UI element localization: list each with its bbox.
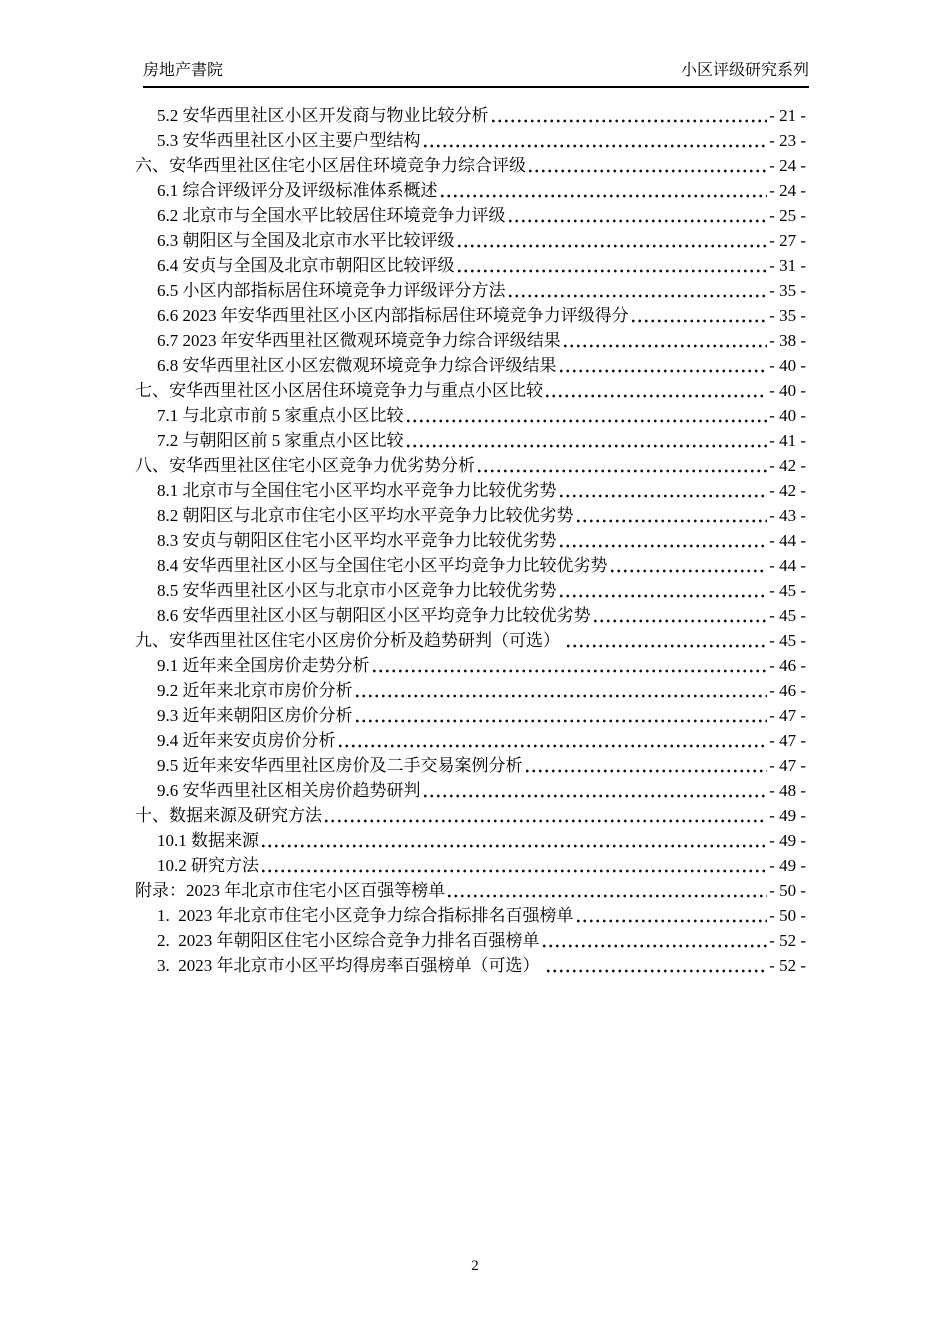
toc-entry <box>135 478 806 503</box>
toc-page-number: - 42 - <box>769 481 806 500</box>
page-header <box>143 60 809 88</box>
toc-entry-label: 9.1 近年来全国房价走势分析 <box>157 656 370 675</box>
toc-page-number: - 35 - <box>769 281 806 300</box>
toc-entry-label: 六、安华西里社区住宅小区居住环境竞争力综合评级 <box>135 156 526 175</box>
toc-dot-leader <box>524 753 768 778</box>
toc-page-number: - 44 - <box>769 531 806 550</box>
toc-entry <box>135 653 806 678</box>
toc-page-number: - 50 - <box>769 906 806 925</box>
toc-dot-leader <box>354 678 768 703</box>
toc-dot-leader <box>260 828 767 853</box>
toc-page-number: - 45 - <box>769 606 806 625</box>
toc-entry <box>135 903 806 928</box>
toc-entry-label: 1. 2023 年北京市住宅小区竞争力综合指标排名百强榜单 <box>157 906 574 925</box>
toc-dot-leader <box>446 878 767 903</box>
toc-entry <box>135 603 806 628</box>
toc-dot-leader <box>507 203 768 228</box>
toc-entry-label: 5.3 安华西里社区小区主要户型结构 <box>157 131 421 150</box>
toc-page-number: - 42 - <box>769 456 806 475</box>
toc-entry <box>135 503 806 528</box>
toc-page-number: - 41 - <box>769 431 806 450</box>
toc-entry <box>135 853 806 878</box>
toc-page-number: - 27 - <box>769 231 806 250</box>
toc-page-number: - 44 - <box>769 556 806 575</box>
toc-page-number: - 49 - <box>769 806 806 825</box>
toc-entry <box>135 553 806 578</box>
toc-page-number: - 45 - <box>769 581 806 600</box>
toc-entry-label: 8.3 安贞与朝阳区住宅小区平均水平竞争力比较优劣势 <box>157 531 557 550</box>
toc-dot-leader <box>260 853 767 878</box>
toc-entry <box>135 303 806 328</box>
toc-entry-label: 七、安华西里社区小区居住环境竞争力与重点小区比较 <box>135 381 543 400</box>
toc-dot-leader <box>592 603 768 628</box>
toc-dot-leader <box>507 278 768 303</box>
toc-entry <box>135 953 806 978</box>
toc-entry-label: 9.3 近年来朝阳区房价分析 <box>157 706 353 725</box>
toc-page-number: - 24 - <box>769 181 806 200</box>
toc-entry <box>135 253 806 278</box>
toc-entry-label: 6.2 北京市与全国水平比较居住环境竞争力评级 <box>157 206 506 225</box>
toc-dot-leader <box>558 528 768 553</box>
toc-dot-leader <box>456 228 768 253</box>
toc-entry <box>135 403 806 428</box>
toc-entry <box>135 578 806 603</box>
toc-entry <box>135 528 806 553</box>
toc-entry-label: 6.8 安华西里社区小区宏微观环境竞争力综合评级结果 <box>157 356 557 375</box>
toc-entry <box>135 803 806 828</box>
toc-entry-label: 8.4 安华西里社区小区与全国住宅小区平均竞争力比较优劣势 <box>157 556 608 575</box>
toc-entry-label: 十、数据来源及研究方法 <box>135 806 322 825</box>
toc-page-number: - 48 - <box>769 781 806 800</box>
toc-entry <box>135 353 806 378</box>
toc-dot-leader <box>405 403 768 428</box>
toc-entry-label: 6.5 小区内部指标居住环境竞争力评级评分方法 <box>157 281 506 300</box>
toc-dot-leader <box>354 703 768 728</box>
header-right-text: 小区评级研究系列 <box>680 62 809 79</box>
toc-entry <box>135 328 806 353</box>
toc-entry <box>135 228 806 253</box>
toc-entry <box>135 878 806 903</box>
toc-page-number: - 31 - <box>769 256 806 275</box>
toc-page-number: - 46 - <box>769 681 806 700</box>
toc-entry-label: 8.1 北京市与全国住宅小区平均水平竞争力比较优劣势 <box>157 481 557 500</box>
toc-entry <box>135 128 806 153</box>
toc-entry-label: 6.6 2023 年安华西里社区小区内部指标居住环境竞争力评级得分 <box>157 306 629 325</box>
toc-dot-leader <box>558 353 768 378</box>
toc-entry-label: 7.1 与北京市前 5 家重点小区比较 <box>157 406 404 425</box>
toc-entry <box>135 453 806 478</box>
header-left-text: 房地产書院 <box>143 62 224 79</box>
toc-dot-leader <box>422 128 768 153</box>
toc-page-number: - 49 - <box>769 856 806 875</box>
toc-dot-leader <box>422 778 768 803</box>
toc-entry <box>135 178 806 203</box>
toc-entry <box>135 703 806 728</box>
toc-entry <box>135 278 806 303</box>
toc-page-number: - 43 - <box>769 506 806 525</box>
toc-dot-leader <box>371 653 768 678</box>
toc-entry <box>135 378 806 403</box>
toc-entry-label: 6.1 综合评级评分及评级标准体系概述 <box>157 181 438 200</box>
toc-entry-label: 9.2 近年来北京市房价分析 <box>157 681 353 700</box>
toc-entry-label: 10.1 数据来源 <box>157 831 259 850</box>
toc-entry-label: 7.2 与朝阳区前 5 家重点小区比较 <box>157 431 404 450</box>
footer-page-number: 2 <box>471 1258 479 1274</box>
toc-dot-leader <box>405 428 768 453</box>
page-footer <box>0 1256 950 1276</box>
toc-entry-label: 6.3 朝阳区与全国及北京市水平比较评级 <box>157 231 455 250</box>
toc-entry <box>135 628 806 653</box>
toc-entry <box>135 428 806 453</box>
toc-entry-label: 3. 2023 年北京市小区平均得房率百强榜单（可选） <box>157 956 544 975</box>
toc-page-number: - 50 - <box>769 881 806 900</box>
toc-page-number: - 47 - <box>769 731 806 750</box>
toc-entry <box>135 153 806 178</box>
toc-entry <box>135 728 806 753</box>
toc-dot-leader <box>544 378 767 403</box>
toc-dot-leader <box>439 178 768 203</box>
toc-page-number: - 24 - <box>769 156 806 175</box>
toc-dot-leader <box>558 478 768 503</box>
toc-dot-leader <box>527 153 767 178</box>
toc-entry <box>135 928 806 953</box>
toc-page-number: - 47 - <box>769 756 806 775</box>
toc-entry <box>135 753 806 778</box>
toc-entry-label: 9.6 安华西里社区相关房价趋势研判 <box>157 781 421 800</box>
toc-entry <box>135 678 806 703</box>
toc-entry-label: 5.2 安华西里社区小区开发商与物业比较分析 <box>157 106 489 125</box>
toc-entry <box>135 203 806 228</box>
toc-dot-leader <box>558 578 768 603</box>
toc-dot-leader <box>565 628 767 653</box>
table-of-contents <box>135 103 806 978</box>
toc-entry-label: 8.6 安华西里社区小区与朝阳区小区平均竞争力比较优劣势 <box>157 606 591 625</box>
toc-page-number: - 52 - <box>769 956 806 975</box>
toc-entry <box>135 103 806 128</box>
toc-page-number: - 40 - <box>769 356 806 375</box>
toc-page-number: - 35 - <box>769 306 806 325</box>
toc-dot-leader <box>545 953 767 978</box>
toc-dot-leader <box>476 453 767 478</box>
toc-dot-leader <box>562 328 767 353</box>
toc-page-number: - 52 - <box>769 931 806 950</box>
toc-entry-label: 9.4 近年来安贞房价分析 <box>157 731 336 750</box>
toc-entry-label: 10.2 研究方法 <box>157 856 259 875</box>
toc-entry-label: 8.2 朝阳区与北京市住宅小区平均水平竞争力比较优劣势 <box>157 506 574 525</box>
toc-entry-label: 八、安华西里社区住宅小区竞争力优劣势分析 <box>135 456 475 475</box>
toc-page-number: - 49 - <box>769 831 806 850</box>
toc-dot-leader <box>541 928 768 953</box>
toc-dot-leader <box>337 728 768 753</box>
toc-page-number: - 40 - <box>769 381 806 400</box>
toc-page-number: - 46 - <box>769 656 806 675</box>
toc-page-number: - 47 - <box>769 706 806 725</box>
toc-dot-leader <box>630 303 767 328</box>
toc-entry-label: 2. 2023 年朝阳区住宅小区综合竞争力排名百强榜单 <box>157 931 540 950</box>
toc-entry-label: 6.7 2023 年安华西里社区微观环境竞争力综合评级结果 <box>157 331 561 350</box>
toc-page-number: - 25 - <box>769 206 806 225</box>
toc-dot-leader <box>323 803 767 828</box>
toc-entry-label: 九、安华西里社区住宅小区房价分析及趋势研判（可选） <box>135 631 565 650</box>
toc-entry-label: 9.5 近年来安华西里社区房价及二手交易案例分析 <box>157 756 523 775</box>
toc-entry <box>135 828 806 853</box>
toc-page-number: - 40 - <box>769 406 806 425</box>
toc-dot-leader <box>490 103 768 128</box>
toc-dot-leader <box>575 503 768 528</box>
toc-entry <box>135 778 806 803</box>
toc-page-number: - 45 - <box>769 631 806 650</box>
toc-entry-label: 6.4 安贞与全国及北京市朝阳区比较评级 <box>157 256 455 275</box>
toc-entry-label: 8.5 安华西里社区小区与北京市小区竞争力比较优劣势 <box>157 581 557 600</box>
toc-page-number: - 23 - <box>769 131 806 150</box>
toc-dot-leader <box>609 553 768 578</box>
toc-page-number: - 21 - <box>769 106 806 125</box>
toc-dot-leader <box>575 903 768 928</box>
toc-dot-leader <box>456 253 768 278</box>
toc-page-number: - 38 - <box>769 331 806 350</box>
toc-entry-label: 附录：2023 年北京市住宅小区百强等榜单 <box>135 881 446 900</box>
